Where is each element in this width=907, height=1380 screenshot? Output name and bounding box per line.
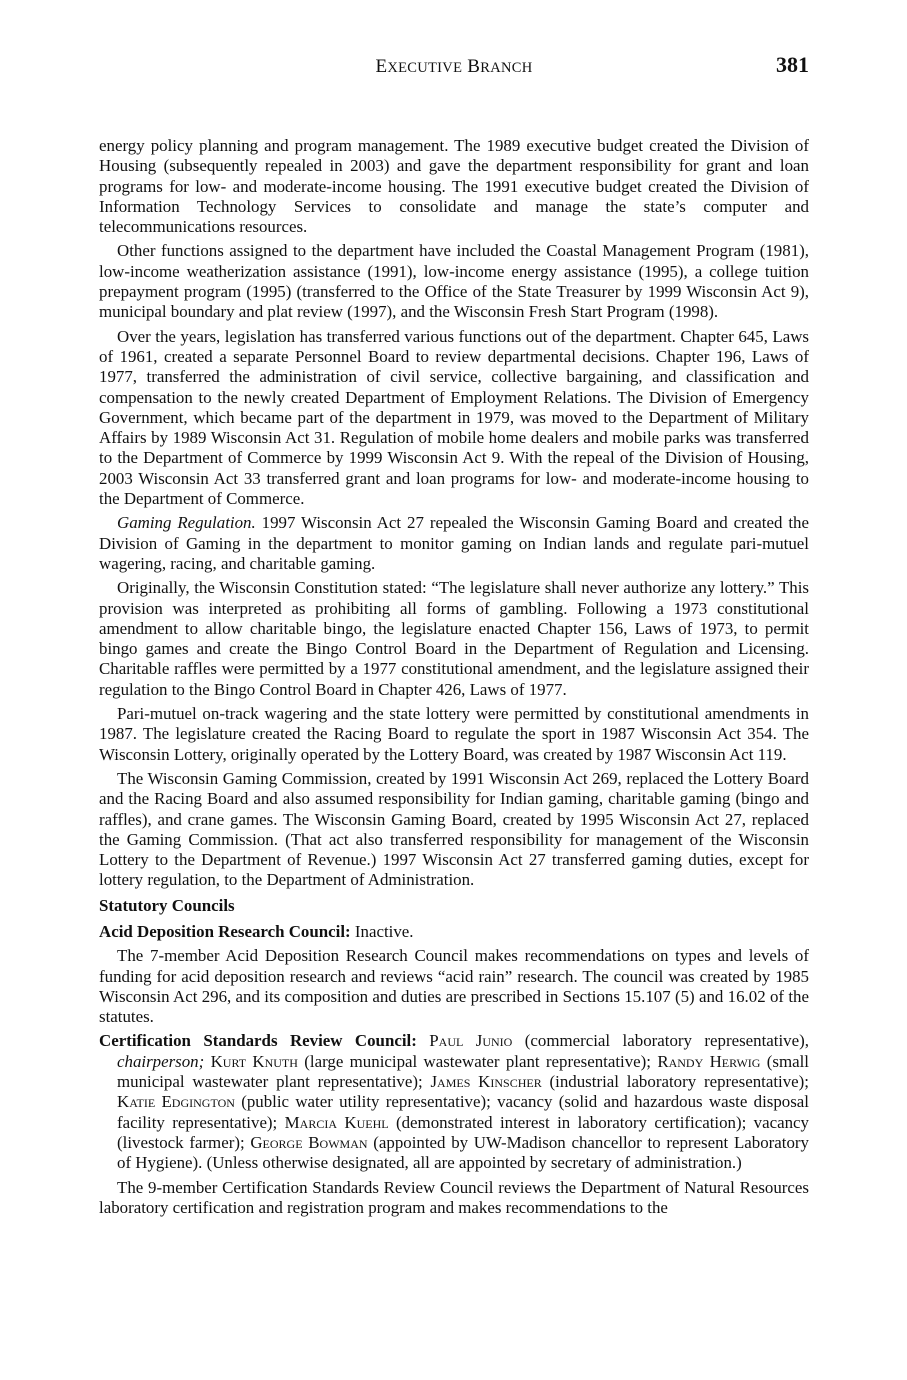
page-number: 381 [776, 52, 809, 77]
paragraph: energy policy planning and program management. The 1989 executive budget created the Division of Housing (subsequently repealed in 2003) and gave the department responsibility for grant and loan programs for low- and moderate-income housing. The 1991 executive budget created the Division of Information Technology Services to consolidate and manage the state’s computer and telecommunications resources. [99, 136, 809, 237]
council-entry: Certification Standards Review Council: Paul Junio (commercial laboratory representative), chairperson; Kurt Knuth (large municipal wastewater plant representative); Randy Herwig (small municipal wastewater plant representative); James Kinscher (industrial laboratory representative); Katie Edgington (public water utility representative); vacancy (solid and hazardous waste disposal facility representative); Marcia Kuehl (demonstrated interest in laboratory certification); vacancy (livestock farmer); George Bowman (appointed by UW-Madison chancellor to represent Laboratory of Hygiene). (Unless otherwise designated, all are appointed by secretary of administration.) [99, 1031, 809, 1173]
member-name: Marcia Kuehl [284, 1112, 389, 1132]
member-name: Paul Junio [429, 1031, 513, 1051]
document-page [99, 52, 809, 1222]
paragraph: Over the years, legislation has transferred various functions out of the department. Chapter 645, Laws of 1961, created a separate Personnel Board to review departmental decisions. Chapter 196, Laws of 1977, transferred the administration of civil service, collective bargaining, and classification and compensation to the newly created Department of Employment Relations. The Division of Emergency Government, which became part of the department in 1979, was moved to the Department of Military Affairs by 1989 Wisconsin Act 31. Regulation of mobile home dealers and mobile parks was transferred to the Department of Commerce by 1999 Wisconsin Act 9. With the repeal of the Division of Housing, 2003 Wisconsin Act 33 transferred grant and loan programs for low- and moderate-income housing to the Department of Commerce. [99, 326, 809, 509]
member-name: Kurt Knuth [210, 1051, 298, 1071]
body-text [99, 136, 809, 1218]
section-lead: Gaming Regulation. [117, 513, 256, 533]
running-title: EXECUTIVE BRANCH [375, 56, 533, 77]
member-name: Randy Herwig [657, 1051, 761, 1071]
member-name: George Bowman [250, 1132, 368, 1152]
member-name: James Kinscher [430, 1072, 542, 1092]
running-head [99, 52, 809, 82]
council-entry: Acid Deposition Research Council: Inactive. [99, 921, 414, 941]
council-name: Acid Deposition Research Council: [99, 921, 351, 941]
paragraph: Pari-mutuel on-track wagering and the state lottery were permitted by constitutional amendments in 1987. The legislature created the Racing Board to regulate the sport in 1987 Wisconsin Act 354. The Wisconsin Lottery, originally operated by the Lottery Board, was created by 1987 Wisconsin Act 119. [99, 704, 809, 764]
paragraph: Gaming Regulation. 1997 Wisconsin Act 27 repealed the Wisconsin Gaming Board and created the Division of Gaming in the department to monitor gaming on Indian lands and regulate pari-mutuel wagering, racing, and charitable gaming. [99, 513, 809, 573]
member-name: Katie Edgington [117, 1092, 235, 1112]
council-name: Certification Standards Review Council: [99, 1031, 417, 1051]
section-heading: Statutory Councils [99, 895, 235, 915]
council-description: The 9-member Certification Standards Review Council reviews the Department of Natural Resources laboratory certification and registration program and makes recommendations to the [99, 1177, 809, 1217]
council-description: The 7-member Acid Deposition Research Council makes recommendations on types and levels of funding for acid deposition research and reviews “acid rain” research. The council was created by 1985 Wisconsin Act 296, and its composition and duties are prescribed in Sections 15.107 (5) and 16.02 of the statutes. [99, 946, 809, 1027]
paragraph: Originally, the Wisconsin Constitution stated: “The legislature shall never authorize any lottery.” This provision was interpreted as prohibiting all forms of gambling. Following a 1973 constitutional amendment to allow charitable bingo, the legislature enacted Chapter 156, Laws of 1973, to permit bingo games and create the Bingo Control Board in the Department of Regulation and Licensing. Charitable raffles were permitted by a 1977 constitutional amendment, and the legislature assigned their regulation to the Bingo Control Board in Chapter 426, Laws of 1977. [99, 578, 809, 699]
paragraph: The Wisconsin Gaming Commission, created by 1991 Wisconsin Act 269, replaced the Lottery Board and the Racing Board and also assumed responsibility for Indian gaming, charitable gaming (bingo and raffles), and crane games. The Wisconsin Gaming Board, created by 1995 Wisconsin Act 27, replaced the Gaming Commission. (That act also transferred responsibility for management of the Wisconsin Lottery to the Department of Revenue.) 1997 Wisconsin Act 27 transferred gaming duties, except for lottery regulation, to the Department of Administration. [99, 768, 809, 890]
paragraph: Other functions assigned to the department have included the Coastal Management Program (1981), low-income weatherization assistance (1991), low-income energy assistance (1995), a college tuition prepayment program (1995) (transferred to the Office of the State Treasurer by 1999 Wisconsin Act 9), municipal boundary and plat review (1997), and the Wisconsin Fresh Start Program (1998). [99, 241, 809, 322]
